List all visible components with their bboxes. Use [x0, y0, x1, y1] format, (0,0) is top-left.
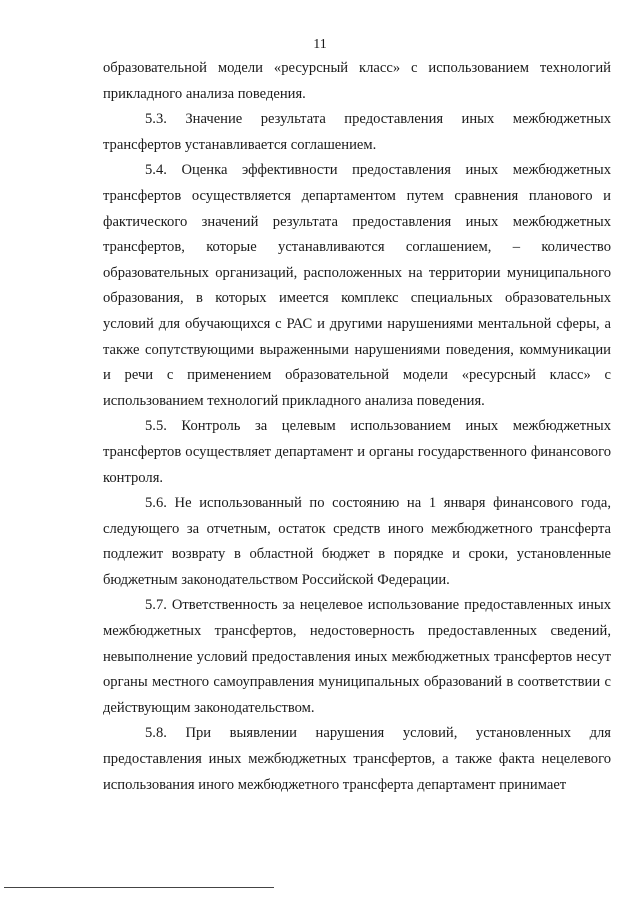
- document-body: [103, 56, 611, 798]
- page-number: 11: [313, 37, 327, 52]
- paragraph-5-6: 5.6. Не использованный по состоянию на 1 января финансового года, следующего за отчетным, остаток средств иного межбюджетного трансферта подлежит возврату в областной бюджет в порядке и сроки, установленные бюджетным законодательством Российской Федерации.: [103, 495, 611, 588]
- paragraph-5-4: 5.4. Оценка эффективности предоставления иных межбюджетных трансфертов осуществляется департаментом путем сравнения планового и фактического значений результата предоставления иных межбюджетных трансфертов, которые устанавливаются соглашением, – количество образовательных организаций, расположенных на территории муниципального образования, в которых имеется комплекс специальных образовательных условий для обучающихся с РАС и другими нарушениями ментальной сферы, а также сопутствующими выраженными нарушениями поведения, коммуникации и речи с применением образовательной модели «ресурсный класс» с использованием технологий прикладного анализа поведения.: [103, 162, 611, 409]
- paragraph-5-8: 5.8. При выявлении нарушения условий, установленных для предоставления иных межбюджетных трансфертов, а также факта нецелевого использования иного межбюджетного трансферта департамент принимает: [103, 725, 611, 793]
- paragraph-5-3: 5.3. Значение результата предоставления иных межбюджетных трансфертов устанавливается соглашением.: [103, 111, 611, 153]
- paragraph-continuation: образовательной модели «ресурсный класс» с использованием технологий прикладного анализа поведения.: [103, 60, 611, 102]
- footer-divider: [4, 887, 274, 888]
- paragraph-5-5: 5.5. Контроль за целевым использованием иных межбюджетных трансфертов осуществляет департамент и органы государственного финансового контроля.: [103, 418, 611, 486]
- paragraph-5-7: 5.7. Ответственность за нецелевое использование предоставленных иных межбюджетных трансфертов, недостоверность предоставленных сведений, невыполнение условий предоставления иных межбюджетных трансфертов несут органы местного самоуправления муниципальных образований в соответствии с действующим законодательством.: [103, 597, 611, 716]
